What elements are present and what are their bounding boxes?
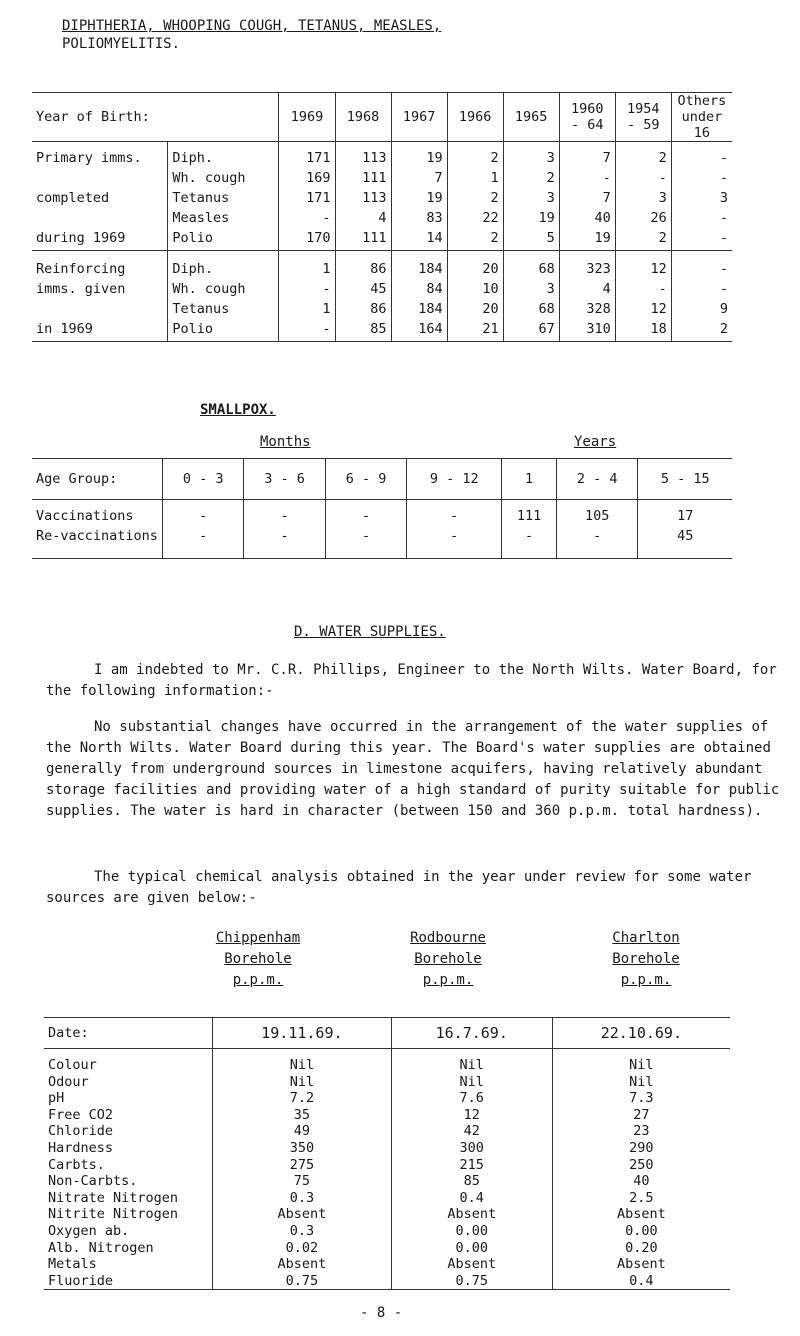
immunisation-value: 2 — [615, 142, 671, 171]
immunisation-value: 18 — [615, 321, 671, 342]
immunisation-value: 40 — [559, 210, 615, 230]
immunisation-value: 19 — [559, 230, 615, 251]
section-label — [32, 301, 168, 321]
table-row — [44, 1240, 730, 1257]
immunisation-value: 113 — [335, 142, 391, 171]
table-row — [32, 251, 732, 282]
immunisation-value: 12 — [615, 251, 671, 282]
analysis-value: Absent — [213, 1256, 392, 1273]
immunisation-value: 2 — [447, 230, 503, 251]
analysis-value: 7.3 — [552, 1090, 730, 1107]
source-unit: p.p.m. — [232, 972, 284, 988]
immunisation-value: 3 — [503, 142, 559, 171]
immunisation-value: 184 — [391, 251, 447, 282]
sample-date: 16.7.69. — [391, 1018, 552, 1049]
analysis-value: Absent — [552, 1256, 730, 1273]
analysis-parameter: pH — [48, 1090, 65, 1107]
table-row — [32, 500, 732, 529]
immunisation-value: 7 — [391, 170, 447, 190]
table-row — [44, 1206, 730, 1223]
table-row — [32, 301, 732, 321]
immunisation-value: - — [279, 321, 335, 342]
source-name: Rodbourne — [410, 930, 486, 946]
vaccination-value: - — [244, 528, 325, 559]
analysis-value: 0.4 — [391, 1190, 552, 1207]
year-column-header: 1966 — [447, 93, 503, 142]
table-row — [44, 1173, 730, 1190]
vaccination-value: - — [325, 528, 406, 559]
immunisation-value: 310 — [559, 321, 615, 342]
table-row — [32, 230, 732, 251]
table-row — [32, 210, 732, 230]
vaccination-value: - — [162, 528, 243, 559]
immunisation-value: 5 — [503, 230, 559, 251]
analysis-value: 7.6 — [391, 1090, 552, 1107]
immunisation-value: 2 — [671, 321, 732, 342]
analysis-value: 350 — [213, 1140, 392, 1157]
analysis-value: Absent — [391, 1206, 552, 1223]
water-heading: D. WATER SUPPLIES. — [294, 624, 446, 640]
smallpox-table — [32, 458, 732, 559]
section-label: in 1969 — [32, 321, 168, 342]
immunisation-value: - — [671, 170, 732, 190]
immunisation-value: 14 — [391, 230, 447, 251]
years-label: Years — [574, 434, 617, 450]
immunisation-value: 45 — [335, 281, 391, 301]
section-label — [32, 210, 168, 230]
analysis-parameter: Carbts. — [48, 1156, 105, 1173]
immunisation-value: 3 — [503, 281, 559, 301]
immunisation-value: 10 — [447, 281, 503, 301]
immunisation-value: 170 — [279, 230, 335, 251]
immunisation-type: Wh. cough — [168, 170, 279, 190]
analysis-parameter: Nitrate Nitrogen — [48, 1189, 179, 1206]
analysis-value: Nil — [213, 1074, 392, 1091]
analysis-value: Absent — [391, 1256, 552, 1273]
analysis-value: 0.75 — [391, 1273, 552, 1290]
table-row — [44, 1123, 730, 1140]
vaccination-value: 17 — [638, 500, 732, 529]
immunisation-value: - — [671, 230, 732, 251]
vaccination-row-label: Re-vaccinations — [32, 528, 162, 559]
analysis-value: 0.00 — [552, 1223, 730, 1240]
age-group-label: Age Group: — [32, 459, 162, 500]
immunisation-value: - — [671, 251, 732, 282]
analysis-value: 300 — [391, 1140, 552, 1157]
immunisation-value: 1 — [279, 251, 335, 282]
table-row — [44, 1190, 730, 1207]
immunisation-value: - — [671, 281, 732, 301]
immunisation-value: 184 — [391, 301, 447, 321]
immunisation-value: 12 — [615, 301, 671, 321]
immunisation-value: - — [671, 210, 732, 230]
water-paragraph-1: I am indebted to Mr. C.R. Phillips, Engineer to the North Wilts. Water Board, for the following information:- — [46, 662, 777, 699]
water-paragraph-3: The typical chemical analysis obtained in the year under review for some water sources are given below:- — [46, 869, 752, 906]
immunisation-value: 68 — [503, 251, 559, 282]
analysis-value: 0.00 — [391, 1240, 552, 1257]
immunisation-value: 83 — [391, 210, 447, 230]
analysis-value: Nil — [213, 1049, 392, 1074]
source-unit: p.p.m. — [422, 972, 474, 988]
age-group-header: 2 - 4 — [556, 459, 637, 500]
immunisation-value: - — [279, 210, 335, 230]
immunisation-value: - — [615, 170, 671, 190]
section-label: imms. given — [36, 281, 126, 297]
analysis-parameter: Chloride — [48, 1123, 114, 1140]
immunisation-value: 21 — [447, 321, 503, 342]
immunisation-type: Tetanus — [168, 190, 279, 210]
analysis-value: Nil — [552, 1049, 730, 1074]
immunisation-value: 7 — [559, 142, 615, 171]
analysis-parameter: Hardness — [48, 1139, 114, 1156]
table-row — [44, 1140, 730, 1157]
section-label: Reinforcing — [36, 261, 126, 277]
analysis-table — [44, 1017, 730, 1290]
table-row — [44, 1256, 730, 1273]
section-label: during 1969 — [32, 230, 168, 251]
immunisation-value: 323 — [559, 251, 615, 282]
table-row — [44, 1273, 730, 1290]
analysis-value: Absent — [552, 1206, 730, 1223]
header-row — [32, 459, 732, 500]
year-column-header: 1968 — [335, 93, 391, 142]
age-group-header: 3 - 6 — [244, 459, 325, 500]
sample-date: 19.11.69. — [213, 1018, 392, 1049]
immunisation-value: 20 — [447, 251, 503, 282]
immunisation-table — [32, 92, 732, 342]
analysis-value: 2.5 — [552, 1190, 730, 1207]
immunisation-value: 7 — [559, 190, 615, 210]
page-title: DIPHTHERIA, WHOOPING COUGH, TETANUS, MEASLES, — [62, 18, 442, 34]
analysis-value: Absent — [213, 1206, 392, 1223]
immunisation-value: 67 — [503, 321, 559, 342]
source-sub: Borehole — [414, 951, 482, 967]
year-column-header: 1965 — [503, 93, 559, 142]
analysis-parameter: Free CO2 — [48, 1106, 114, 1123]
immunisation-value: 164 — [391, 321, 447, 342]
section-label — [32, 170, 168, 190]
immunisation-value: 22 — [447, 210, 503, 230]
analysis-value: 0.3 — [213, 1223, 392, 1240]
immunisation-value: 2 — [447, 190, 503, 210]
year-column-header: 1960 - 64 — [559, 93, 615, 142]
immunisation-value: 86 — [335, 251, 391, 282]
immunisation-value: 111 — [335, 170, 391, 190]
immunisation-value: 9 — [671, 301, 732, 321]
months-label: Months — [260, 434, 311, 450]
immunisation-value: 2 — [447, 142, 503, 171]
section-label: completed — [36, 190, 110, 206]
analysis-value: 290 — [552, 1140, 730, 1157]
analysis-value: 0.3 — [213, 1190, 392, 1207]
immunisation-value: 171 — [279, 190, 335, 210]
immunisation-type: Polio — [168, 321, 279, 342]
analysis-value: 0.75 — [213, 1273, 392, 1290]
immunisation-value: 20 — [447, 301, 503, 321]
immunisation-value: 4 — [559, 281, 615, 301]
table-row — [32, 321, 732, 342]
vaccination-value: 45 — [638, 528, 732, 559]
immunisation-type: Wh. cough — [168, 281, 279, 301]
analysis-value: 85 — [391, 1173, 552, 1190]
immunisation-value: 3 — [671, 190, 732, 210]
immunisation-value: - — [279, 281, 335, 301]
analysis-parameter: Fluoride — [44, 1273, 213, 1290]
analysis-value: 27 — [552, 1107, 730, 1124]
table-row — [32, 281, 732, 301]
table-row — [44, 1049, 730, 1074]
year-column-header: 1967 — [391, 93, 447, 142]
analysis-value: 275 — [213, 1157, 392, 1174]
immunisation-type: Diph. — [168, 142, 279, 171]
analysis-value: Nil — [552, 1074, 730, 1091]
analysis-value: 0.4 — [552, 1273, 730, 1290]
analysis-parameter: Odour — [48, 1073, 89, 1090]
immunisation-value: 2 — [615, 230, 671, 251]
vaccination-value: - — [162, 500, 243, 529]
date-label: Date: — [44, 1018, 213, 1049]
analysis-value: 23 — [552, 1123, 730, 1140]
immunisation-value: 86 — [335, 301, 391, 321]
smallpox-heading: SMALLPOX. — [200, 402, 276, 418]
vaccination-value: - — [407, 528, 502, 559]
table-row — [44, 1157, 730, 1174]
analysis-value: 7.2 — [213, 1090, 392, 1107]
immunisation-value: 328 — [559, 301, 615, 321]
table-row — [44, 1090, 730, 1107]
immunisation-value: 68 — [503, 301, 559, 321]
vaccination-value: - — [407, 500, 502, 529]
header-row — [32, 93, 732, 142]
immunisation-value: 4 — [335, 210, 391, 230]
immunisation-value: - — [559, 170, 615, 190]
immunisation-value: - — [671, 142, 732, 171]
immunisation-value: 3 — [503, 190, 559, 210]
immunisation-value: 1 — [447, 170, 503, 190]
year-column-header: 1969 — [279, 93, 335, 142]
source-sub: Borehole — [612, 951, 680, 967]
analysis-parameter: Nitrite Nitrogen — [48, 1206, 179, 1223]
analysis-value: 40 — [552, 1173, 730, 1190]
source-name: Charlton — [612, 930, 680, 946]
immunisation-value: 113 — [335, 190, 391, 210]
immunisation-value: 111 — [335, 230, 391, 251]
table-row — [32, 170, 732, 190]
analysis-value: 42 — [391, 1123, 552, 1140]
vaccination-value: - — [244, 500, 325, 529]
analysis-value: 0.20 — [552, 1240, 730, 1257]
analysis-parameter: Colour — [48, 1057, 97, 1073]
immunisation-value: - — [615, 281, 671, 301]
immunisation-type: Polio — [168, 230, 279, 251]
immunisation-value: 3 — [615, 190, 671, 210]
analysis-parameter: Non-Carbts. — [48, 1173, 138, 1190]
table-row — [32, 528, 732, 559]
table-row — [44, 1107, 730, 1124]
analysis-parameter: Oxygen ab. — [48, 1222, 130, 1239]
immunisation-value: 2 — [503, 170, 559, 190]
immunisation-type: Diph. — [168, 251, 279, 282]
year-of-birth-label: Year of Birth: — [32, 93, 279, 142]
source-name: Chippenham — [215, 930, 301, 946]
analysis-parameter: Alb. Nitrogen — [48, 1239, 154, 1256]
vaccination-value: - — [325, 500, 406, 529]
water-paragraph-2: No substantial changes have occurred in the arrangement of the water supplies of the North Wilts. Water Board during this year. The Board's water supplies are obtained generally from underground sources in limestone acquifers, having relatively abundant storage facilities and providing water of a high standard of purity suitable for public supplies. The water is hard in character (between 150 and 360 p.p.m. total hardness). — [46, 719, 780, 819]
analysis-value: 215 — [391, 1157, 552, 1174]
page-number: - 8 - — [360, 1305, 403, 1321]
year-column-header: 1954 - 59 — [615, 93, 671, 142]
vaccination-value: 105 — [556, 500, 637, 529]
analysis-value: 0.02 — [213, 1240, 392, 1257]
immunisation-type: Tetanus — [168, 301, 279, 321]
date-row — [44, 1018, 730, 1049]
vaccination-row-label: Vaccinations — [36, 508, 134, 524]
immunisation-value: 26 — [615, 210, 671, 230]
vaccination-value: - — [556, 528, 637, 559]
table-row — [44, 1074, 730, 1091]
table-row — [32, 190, 732, 210]
analysis-parameter: Metals — [48, 1256, 97, 1273]
table-row — [32, 142, 732, 171]
age-group-header: 9 - 12 — [407, 459, 502, 500]
analysis-value: Nil — [391, 1074, 552, 1091]
sample-date: 22.10.69. — [552, 1018, 730, 1049]
vaccination-value: 111 — [502, 500, 557, 529]
vaccination-value: - — [502, 528, 557, 559]
age-group-header: 1 — [502, 459, 557, 500]
analysis-value: 0.00 — [391, 1223, 552, 1240]
immunisation-value: 19 — [391, 190, 447, 210]
age-group-header: 5 - 15 — [638, 459, 732, 500]
analysis-value: 12 — [391, 1107, 552, 1124]
analysis-value: Nil — [391, 1049, 552, 1074]
table-row — [44, 1223, 730, 1240]
analysis-value: 35 — [213, 1107, 392, 1124]
immunisation-value: 85 — [335, 321, 391, 342]
section-label: Primary imms. — [36, 150, 142, 166]
immunisation-value: 19 — [503, 210, 559, 230]
age-group-header: 6 - 9 — [325, 459, 406, 500]
immunisation-value: 19 — [391, 142, 447, 171]
year-column-header: Others under 16 — [671, 93, 732, 142]
immunisation-value: 1 — [279, 301, 335, 321]
immunisation-value: 169 — [279, 170, 335, 190]
source-sub: Borehole — [224, 951, 292, 967]
page-subtitle: POLIOMYELITIS. — [62, 36, 181, 52]
source-unit: p.p.m. — [620, 972, 672, 988]
age-group-header: 0 - 3 — [162, 459, 243, 500]
immunisation-value: 171 — [279, 142, 335, 171]
analysis-value: 250 — [552, 1157, 730, 1174]
analysis-value: 75 — [213, 1173, 392, 1190]
analysis-value: 49 — [213, 1123, 392, 1140]
immunisation-value: 84 — [391, 281, 447, 301]
immunisation-type: Measles — [168, 210, 279, 230]
